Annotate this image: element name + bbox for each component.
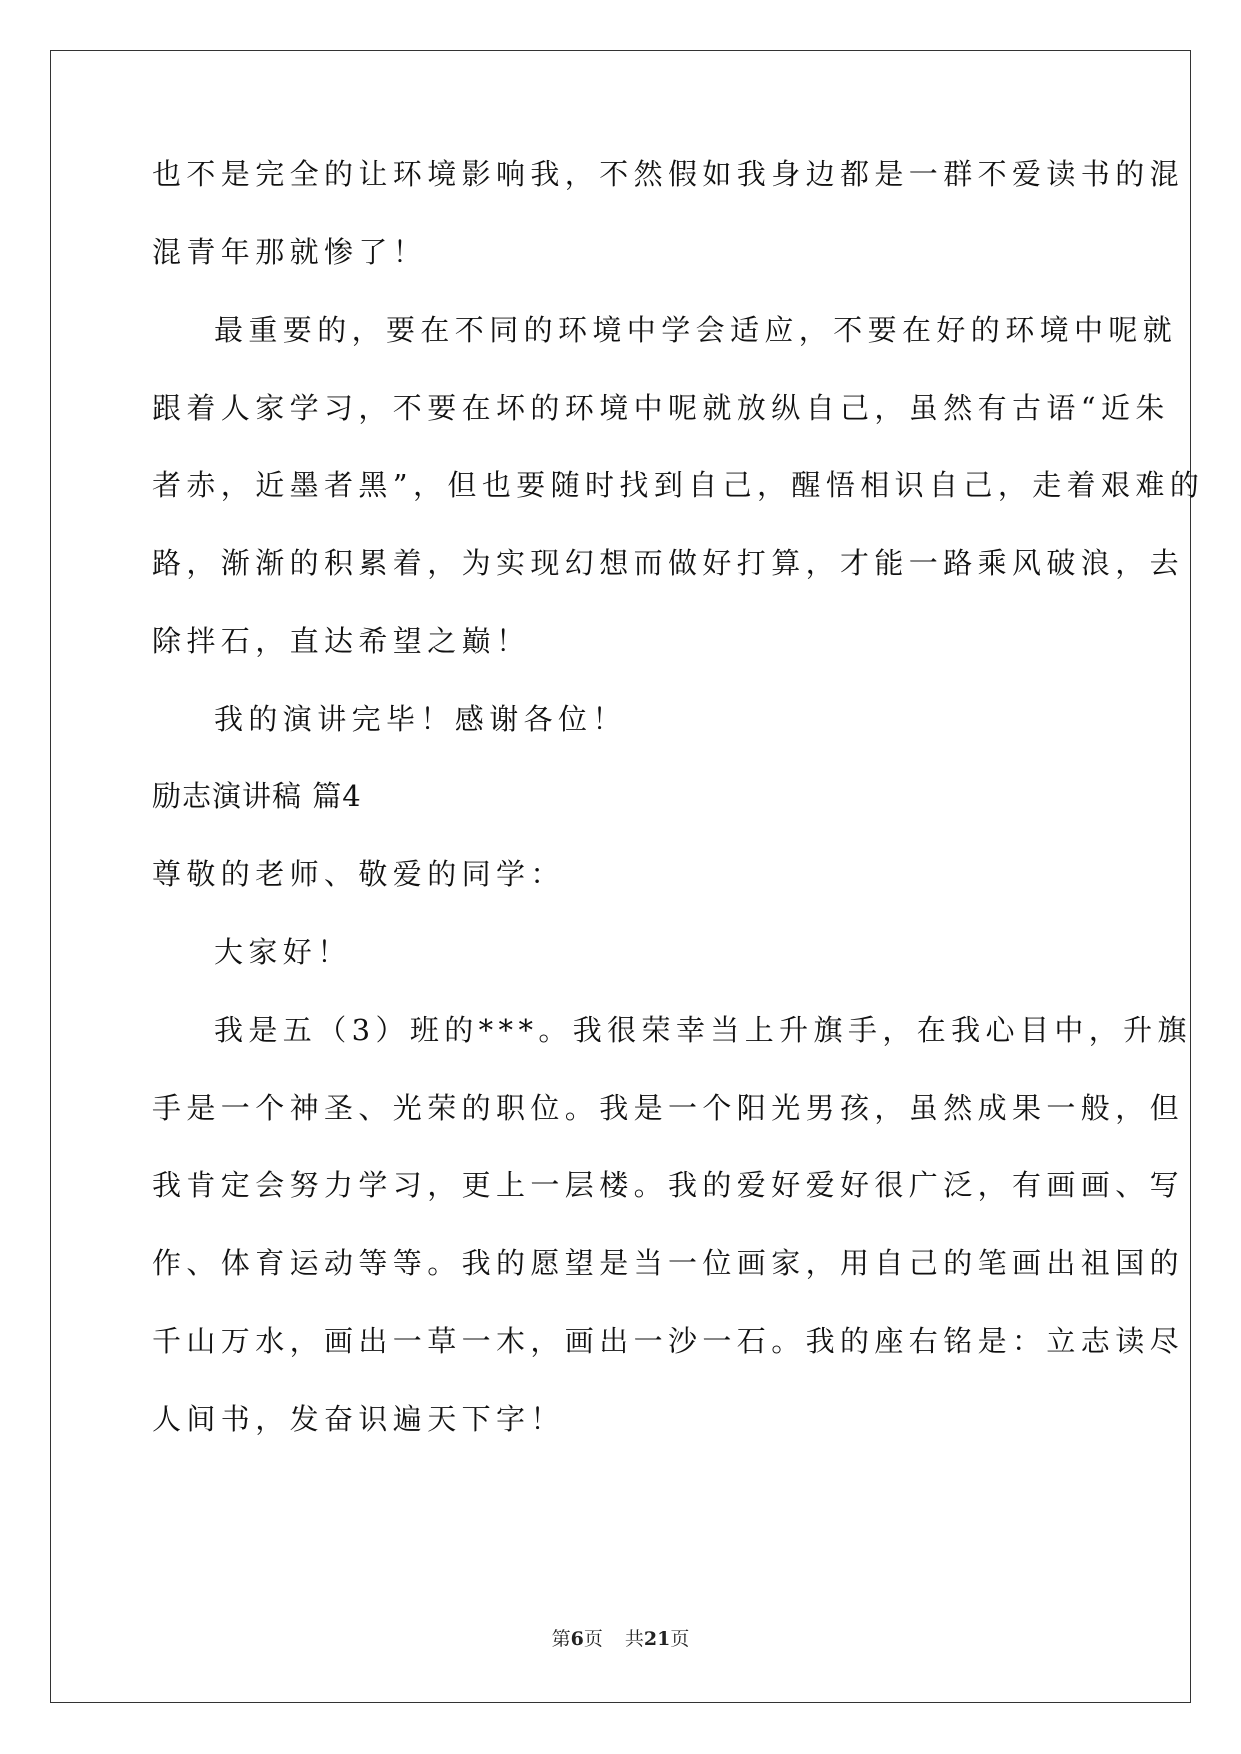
paragraph-line: 除拌石，直达希望之巅！ — [152, 624, 531, 658]
paragraph-line: 我是五（3）班的***。我很荣幸当上升旗手，在我心目中，升旗 — [214, 1013, 1192, 1047]
footer-total-suffix: 页 — [670, 1628, 690, 1650]
footer-total-pages: 21 — [643, 1628, 671, 1650]
paragraph-line: 也不是完全的让环境影响我，不然假如我身边都是一群不爱读书的混 — [152, 157, 1185, 191]
paragraph-line: 跟着人家学习，不要在坏的环境中呢就放纵自己，虽然有古语“近朱 — [152, 391, 1170, 425]
salutation-line: 尊敬的老师、敬爱的同学： — [152, 857, 565, 891]
section-heading: 励志演讲稿 篇4 — [152, 779, 362, 813]
greeting-line: 大家好！ — [214, 935, 352, 969]
footer-page-suffix: 页 — [583, 1628, 603, 1650]
paragraph-line: 千山万水，画出一草一木，画出一沙一石。我的座右铭是：立志读尽 — [152, 1324, 1185, 1358]
page-footer — [0, 1627, 1241, 1651]
paragraph-line: 人间书，发奋识遍天下字！ — [152, 1402, 565, 1436]
paragraph-line: 者赤，近墨者黑”，但也要随时找到自己，醒悟相识自己，走着艰难的 — [152, 468, 1205, 502]
paragraph-line: 我的演讲完毕！感谢各位！ — [214, 702, 627, 736]
paragraph-line: 混青年那就惨了！ — [152, 235, 428, 269]
footer-page-number: 6 — [570, 1628, 584, 1650]
paragraph-line: 我肯定会努力学习，更上一层楼。我的爱好爱好很广泛，有画画、写 — [152, 1168, 1185, 1202]
paragraph-line: 作、体育运动等等。我的愿望是当一位画家，用自己的笔画出祖国的 — [152, 1246, 1185, 1280]
paragraph-line: 手是一个神圣、光荣的职位。我是一个阳光男孩，虽然成果一般，但 — [152, 1091, 1185, 1125]
footer-total-prefix: 共 — [624, 1628, 644, 1650]
footer-page-prefix: 第 — [551, 1628, 571, 1650]
paragraph-line: 最重要的，要在不同的环境中学会适应，不要在好的环境中呢就 — [214, 313, 1178, 347]
paragraph-line: 路，渐渐的积累着，为实现幻想而做好打算，才能一路乘风破浪，去 — [152, 546, 1185, 580]
